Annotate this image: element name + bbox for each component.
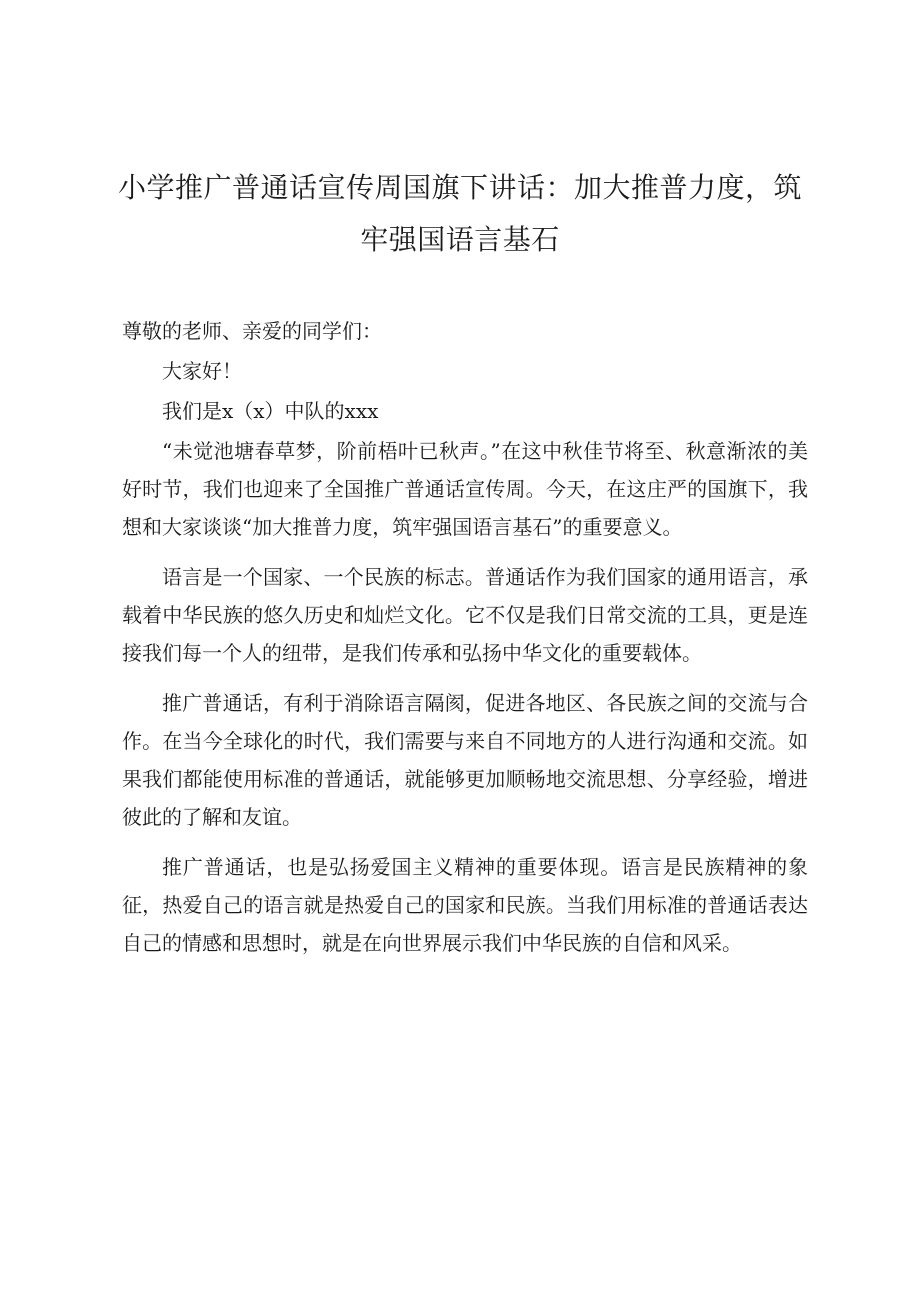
paragraph-3: 推广普通话，有利于消除语言隔阂，促进各地区、各民族之间的交流与合作。在当今全球化的时代，我们需要与来自不同地方的人进行沟通和交流。如果我们都能使用标准的普通话，就能够更加顺畅地交流思想、分享经验，增进彼此的了解和友谊。 bbox=[122, 691, 808, 829]
paragraph-4: 推广普通话，也是弘扬爱国主义精神的重要体现。语言是民族精神的象征，热爱自己的语言就是热爱自己的国家和民族。当我们用标准的普通话表达自己的情感和思想时，就是在向世界展示我们中华民族的自信和风采。 bbox=[122, 855, 808, 955]
document-title: 小学推广普通话宣传周国旗下讲话：加大推普力度，筑牢强国语言基石 bbox=[117, 171, 802, 256]
greeting: 大家好！ bbox=[162, 359, 242, 383]
intro-line: 我们是x（x）中队的xxx bbox=[162, 399, 379, 423]
paragraph-2: 语言是一个国家、一个民族的标志。普通话作为我们国家的通用语言，承载着中华民族的悠久历史和灿烂文化。它不仅是我们日常交流的工具，更是连接我们每一个人的纽带，是我们传承和弘扬中华文化的重要载体。 bbox=[122, 565, 808, 665]
salutation: 尊敬的老师、亲爱的同学们： bbox=[122, 319, 382, 343]
paragraph-1: “未觉池塘春草梦，阶前梧叶已秋声。”在这中秋佳节将至、秋意渐浓的美好时节，我们也迎来了全国推广普通话宣传周。今天，在这庄严的国旗下，我想和大家谈谈“加大推普力度，筑牢强国语言基石”的重要意义。 bbox=[122, 439, 808, 539]
document-body bbox=[122, 312, 808, 974]
